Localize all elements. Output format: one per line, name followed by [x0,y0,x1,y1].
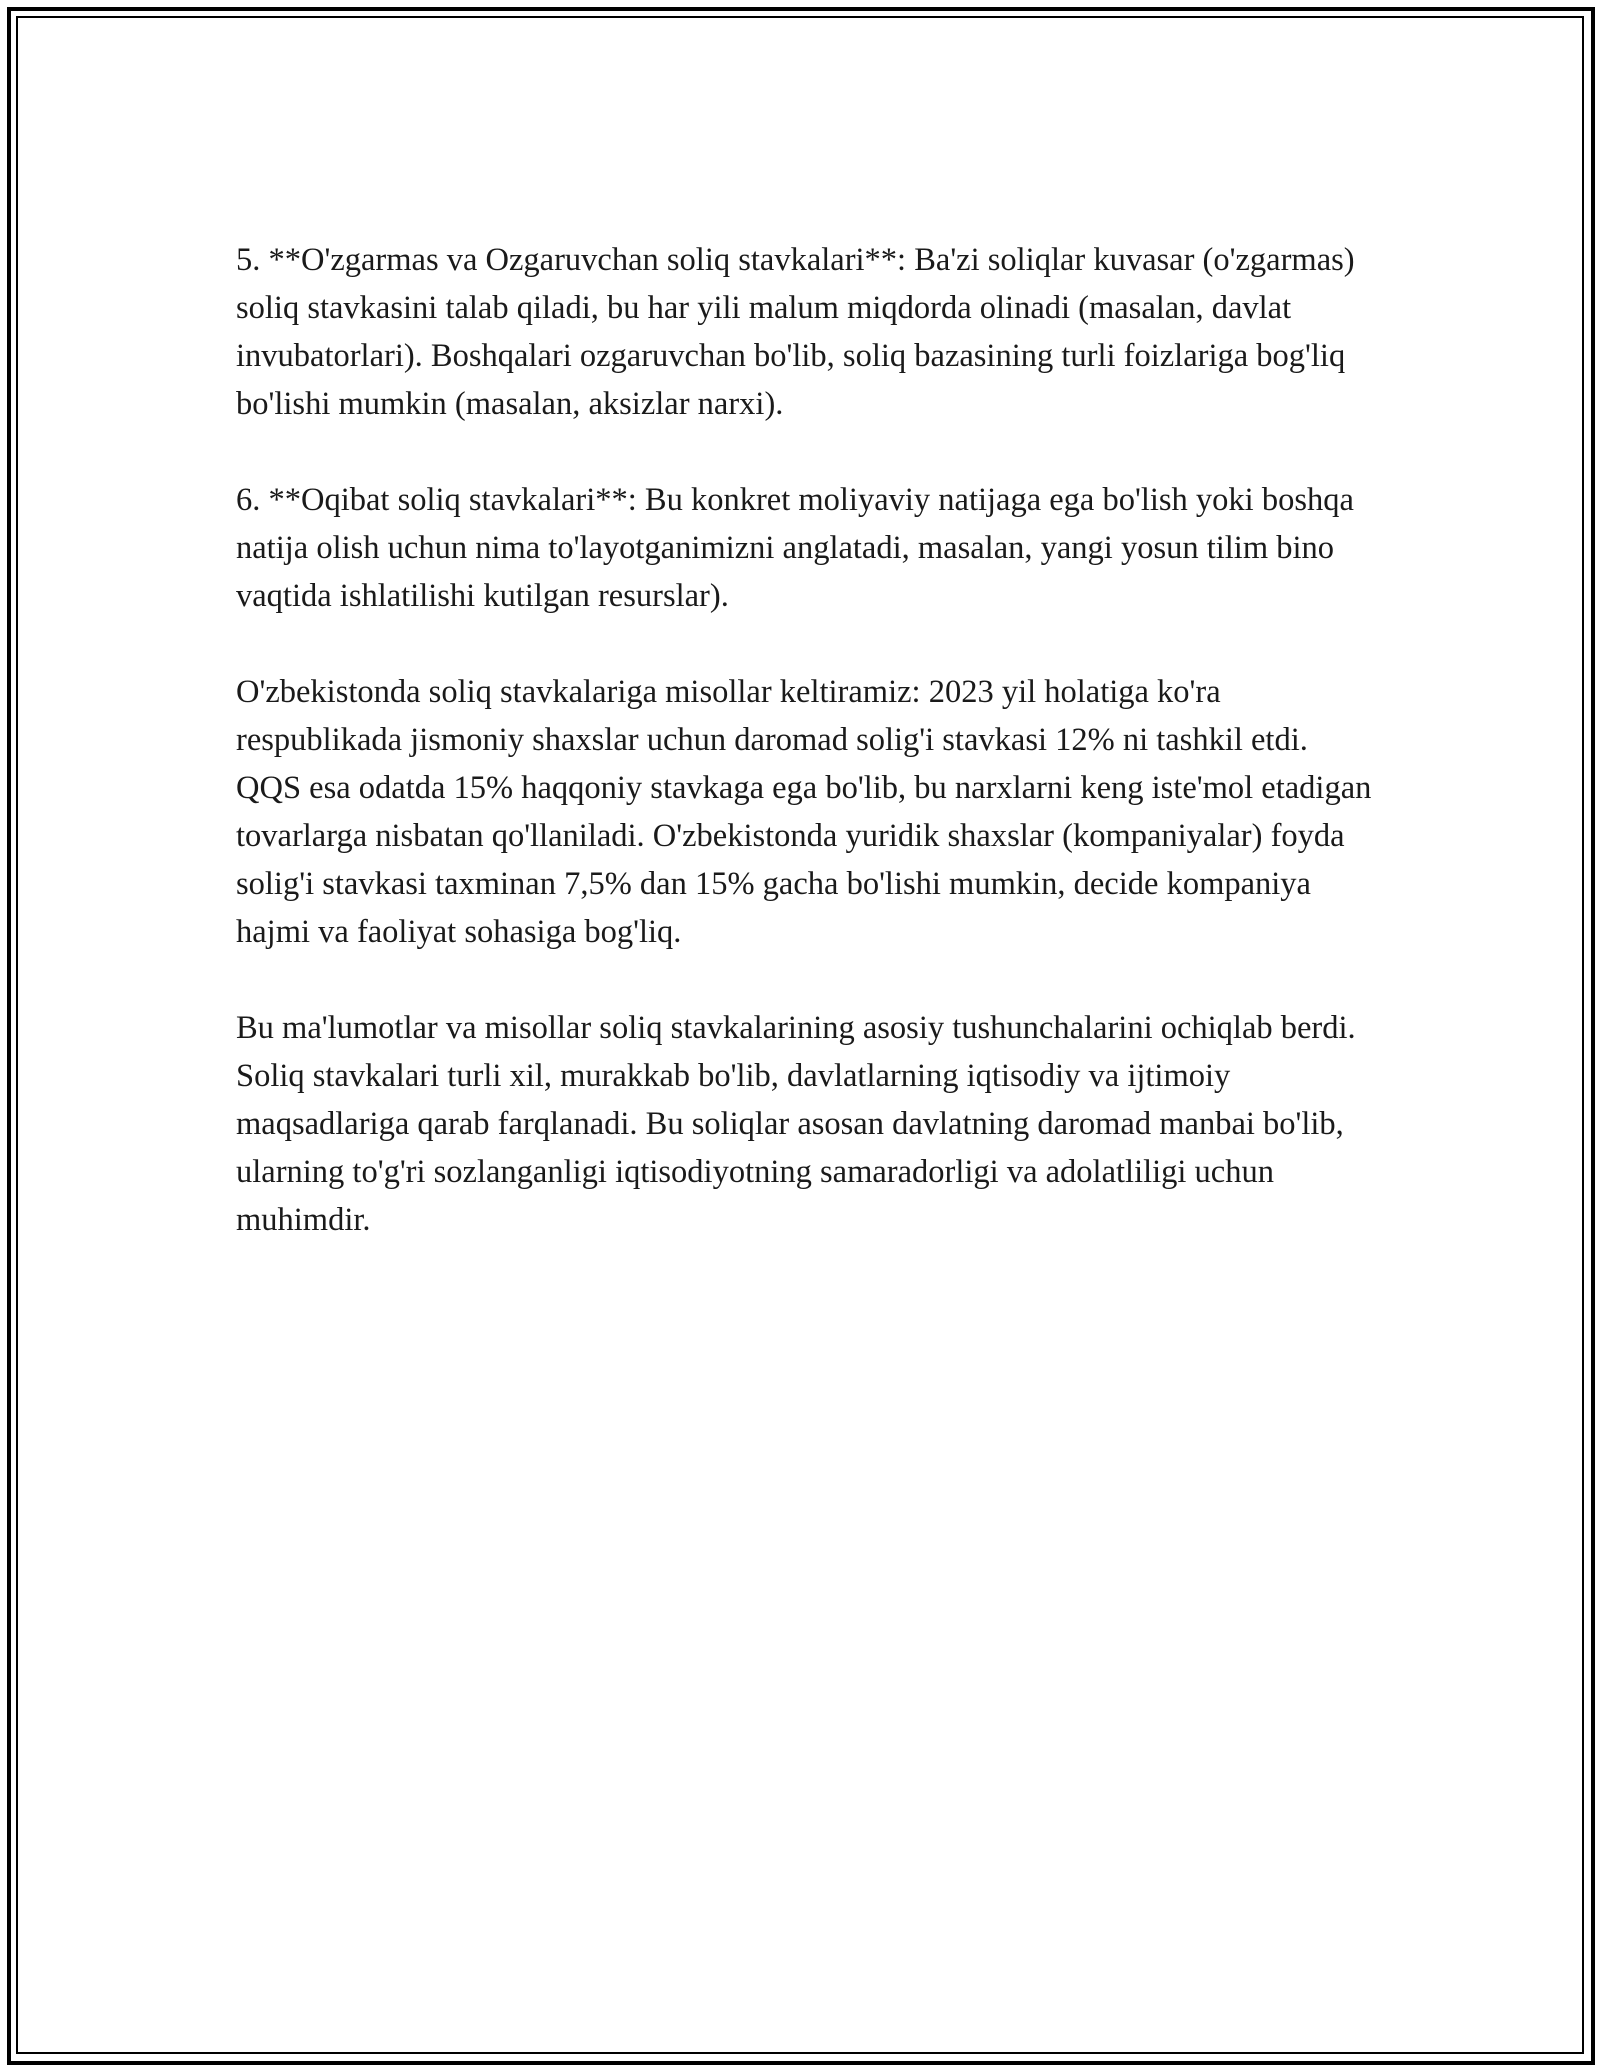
paragraph-consequence-rates: 6. **Oqibat soliq stavkalari**: Bu konkret moliyaviy natijaga ega bo'lish yoki boshqa natija olish uchun nima to'layotganimizni anglatadi, masalan, yangi yosun tilim bino vaqtida ishlatilishi kutilgan resurslar). [236,482,1354,614]
document-body [236,236,1376,1292]
paragraph-uzbekistan-examples: O'zbekistonda soliq stavkalariga misollar keltiramiz: 2023 yil holatiga ko'ra respublikada jismoniy shaxslar uchun daromad solig'i stavkasi 12% ni tashkil etdi. QQS esa odatda 15% haqqoniy stavkaga ega bo'lib, bu narxlarni keng iste'mol etadigan tovarlarga nisbatan qo'llaniladi. O'zbekistonda yuridik shaxslar (kompaniyalar) foyda solig'i stavkasi taxminan 7,5% dan 15% gacha bo'lishi mumkin, decide kompaniya hajmi va faoliyat sohasiga bog'liq. [236,674,1372,950]
paragraph-conclusion: Bu ma'lumotlar va misollar soliq stavkalarining asosiy tushunchalarini ochiqlab berdi. Soliq stavkalari turli xil, murakkab bo'lib, davlatlarning iqtisodiy va ijtimoiy maqsadlariga qarab farqlanadi. Bu soliqlar asosan davlatning daromad manbai bo'lib, ularning to'g'ri sozlanganligi iqtisodiyotning samaradorligi va adolatliligi uchun muhimdir. [236,1010,1356,1238]
paragraph-fixed-variable-rates: 5. **O'zgarmas va Ozgaruvchan soliq stavkalari**: Ba'zi soliqlar kuvasar (o'zgarmas) soliq stavkasini talab qiladi, bu har yili malum miqdorda olinadi (masalan, davlat invubatorlari). Boshqalari ozgaruvchan bo'lib, soliq bazasining turli foizlariga bog'liq bo'lishi mumkin (masalan, aksizlar narxi). [236,242,1355,422]
